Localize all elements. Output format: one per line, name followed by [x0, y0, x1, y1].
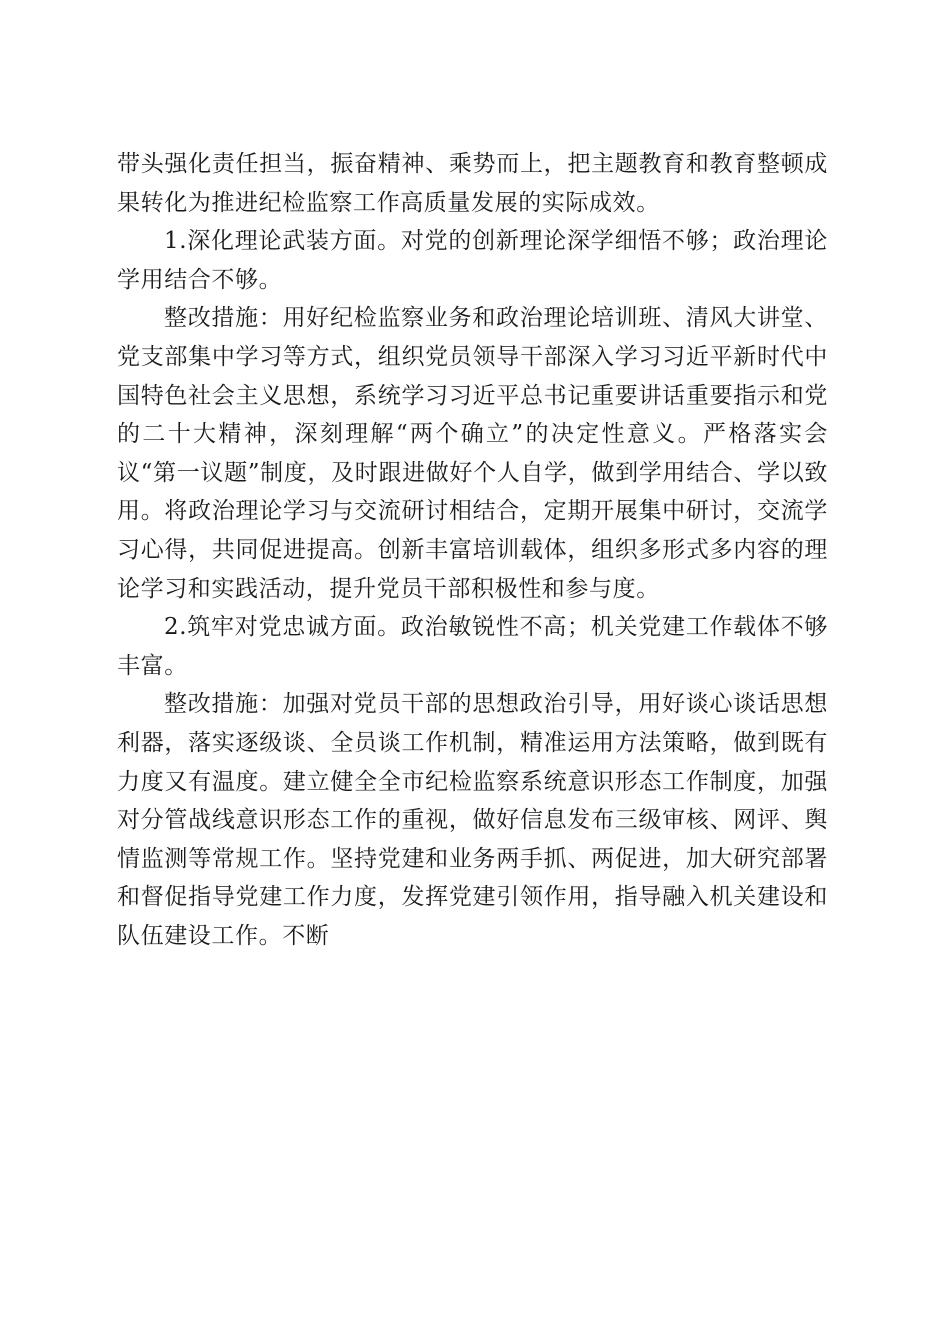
paragraph-item-2-measures: 整改措施：加强对党员干部的思想政治引导，用好谈心谈话思想利器，落实逐级谈、全员谈工作机制，精准运用方法策略，做到既有力度又有温度。建立健全全市纪检监察系统意识形态工作制度，加强对分管战线意识形态工作的重视，做好信息发布三级审核、网评、舆情监测等常规工作。坚持党建和业务两手抓、两促进，加大研究部署和督促指导党建工作力度，发挥党建引领作用，指导融入机关建设和队伍建设工作。不断 [117, 691, 828, 949]
paragraph-item-1-measures: 整改措施：用好纪检监察业务和政治理论培训班、清风大讲堂、党支部集中学习等方式，组织党员领导干部深入学习习近平新时代中国特色社会主义思想，系统学习习近平总书记重要讲话重要指示和党的二十大精神，深刻理解“两个确立”的决定性意义。严格落实会议“第一议题”制度，及时跟进做好个人自学，做到学用结合、学以致用。将政治理论学习与交流研讨相结合，定期开展集中研讨，交流学习心得，共同促进提高。创新丰富培训载体，组织多形式多内容的理论学习和实践活动，提升党员干部积极性和参与度。 [117, 305, 828, 602]
document-body [117, 145, 828, 955]
paragraph-continuation: 带头强化责任担当，振奋精神、乘势而上，把主题教育和教育整顿成果转化为推进纪检监察工作高质量发展的实际成效。 [117, 151, 828, 216]
paragraph-item-1-heading: 1.深化理论武装方面。对党的创新理论深学细悟不够；政治理论学用结合不够。 [117, 228, 828, 293]
paragraph-item-2-heading: 2.筑牢对党忠诚方面。政治敏锐性不高；机关党建工作载体不够丰富。 [117, 614, 828, 679]
